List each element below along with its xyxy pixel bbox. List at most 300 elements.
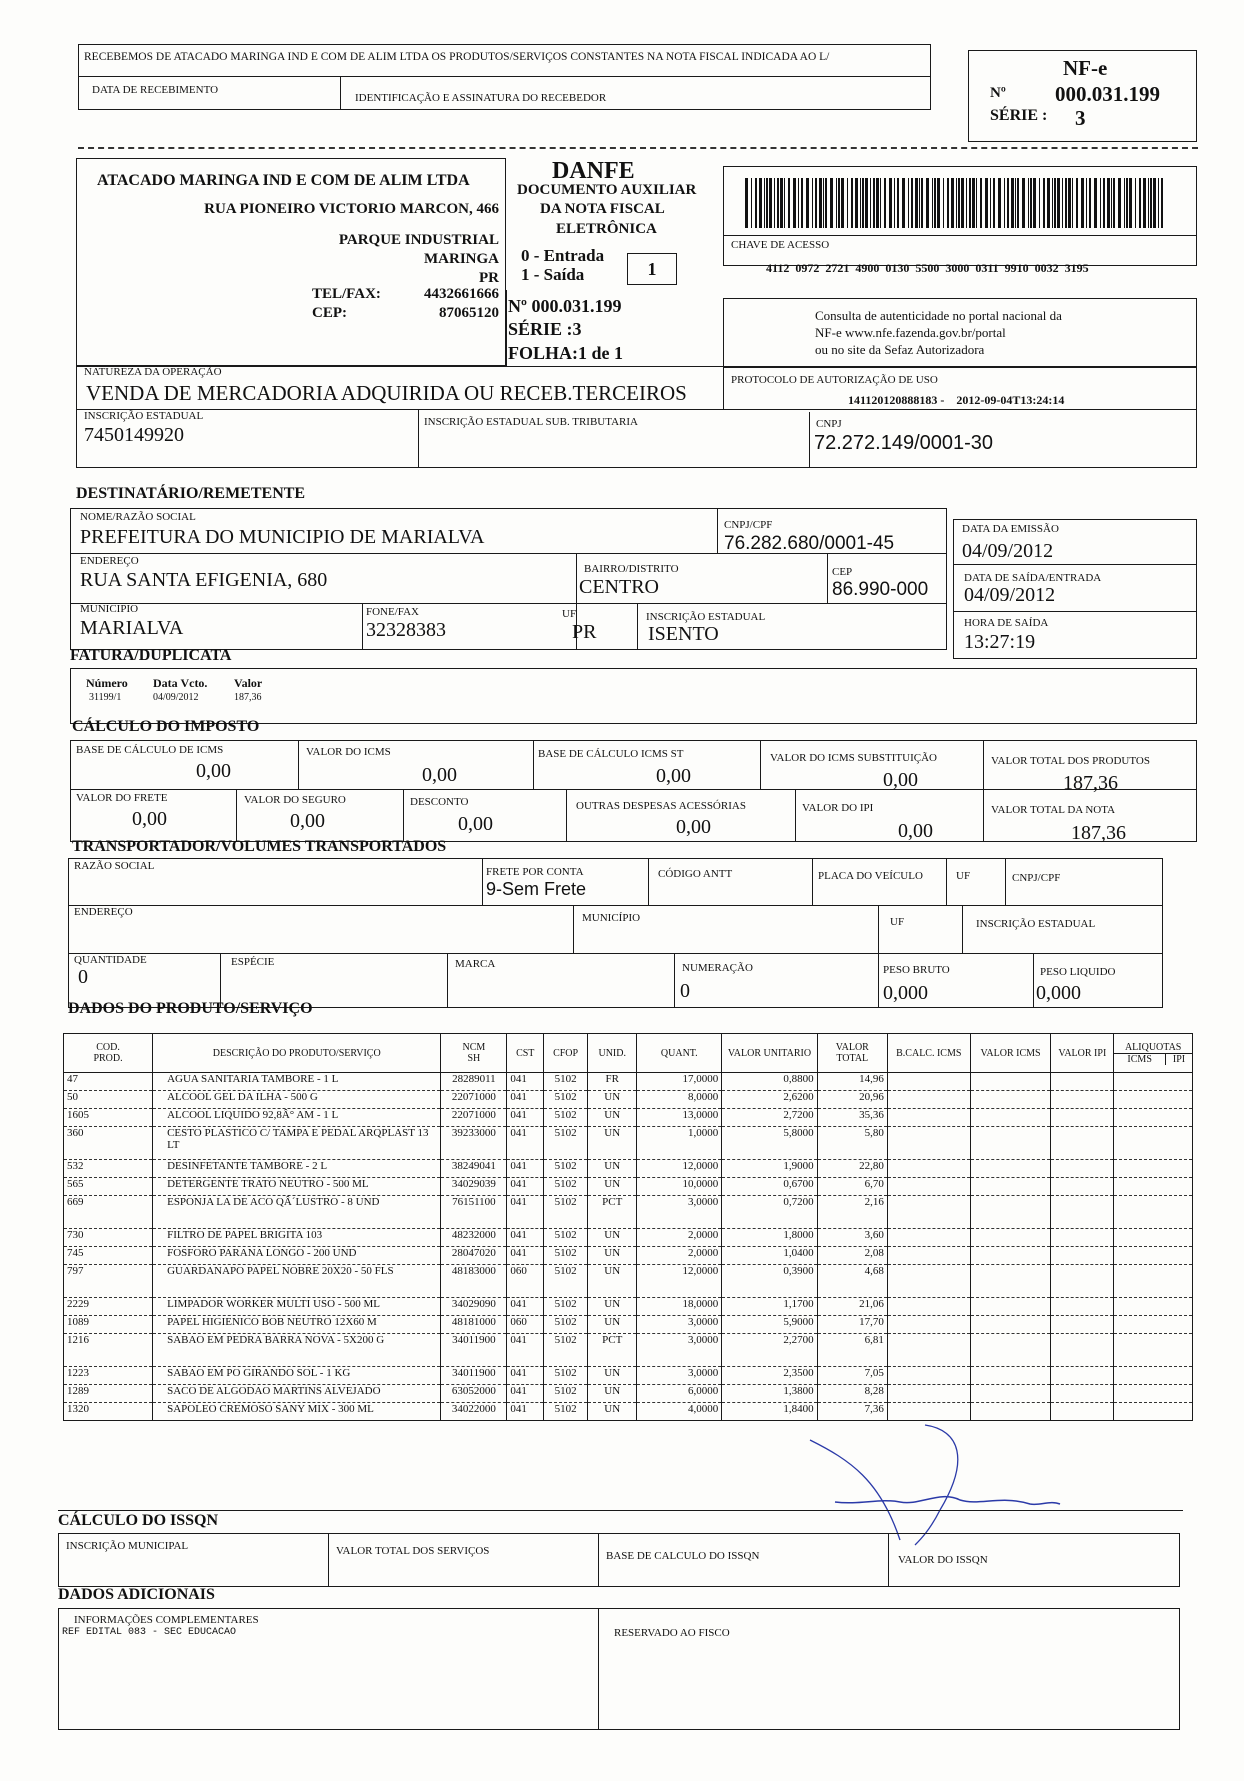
cell-qty: 12,0000 bbox=[637, 1265, 722, 1298]
cell-qty: 2,0000 bbox=[637, 1247, 722, 1265]
cell-cod: 1605 bbox=[64, 1109, 153, 1127]
divider bbox=[888, 1533, 889, 1587]
divider bbox=[1033, 954, 1034, 1008]
cell-bcalc bbox=[887, 1196, 970, 1229]
barcode-bar bbox=[889, 178, 892, 228]
cell-qty: 10,0000 bbox=[637, 1178, 722, 1196]
peso-liq-value: 0,000 bbox=[1036, 982, 1081, 1004]
barcode-bar bbox=[990, 178, 991, 228]
cell-unit: 2,2700 bbox=[722, 1334, 817, 1367]
cell-total: 17,70 bbox=[817, 1316, 887, 1334]
cell-cod: 730 bbox=[64, 1229, 153, 1247]
cell-unit: 1,3800 bbox=[722, 1385, 817, 1403]
cell-vicms bbox=[970, 1073, 1051, 1091]
cell-desc: ALCOOL GEL DA ILHA - 500 G bbox=[153, 1091, 441, 1109]
barcode-bar bbox=[1107, 178, 1110, 228]
cell-cst: 041 bbox=[507, 1109, 544, 1127]
col-ncm bbox=[441, 1034, 507, 1073]
barcode-bar bbox=[934, 178, 936, 228]
consulta-text: NF-e www.nfe.fazenda.gov.br/portal bbox=[815, 325, 1006, 340]
divider bbox=[953, 564, 1197, 565]
divider bbox=[403, 790, 404, 842]
cell-unid: UN bbox=[588, 1403, 637, 1421]
products-table bbox=[63, 1033, 1193, 1421]
cell-vicms bbox=[970, 1229, 1051, 1247]
info-complementares-label: INFORMAÇÕES COMPLEMENTARES bbox=[74, 1614, 259, 1626]
barcode-bar bbox=[780, 178, 783, 228]
natureza-value: VENDA DE MERCADORIA ADQUIRIDA OU RECEB.TERCEIROS bbox=[86, 381, 687, 405]
cell-ncm: 48232000 bbox=[441, 1229, 507, 1247]
dest-uf-label: UF bbox=[562, 608, 577, 620]
barcode-bar bbox=[884, 178, 886, 228]
cell-bcalc bbox=[887, 1160, 970, 1178]
divider bbox=[717, 508, 718, 554]
divider bbox=[946, 858, 947, 906]
divider bbox=[78, 76, 931, 77]
peso-liq-label: PESO LIQUIDO bbox=[1040, 966, 1116, 978]
cell-unit: 0,8800 bbox=[722, 1073, 817, 1091]
cell-cod: 669 bbox=[64, 1196, 153, 1229]
barcode-bar bbox=[801, 178, 803, 228]
barcode-bar bbox=[745, 178, 748, 228]
issqn-valor-label: VALOR DO ISSQN bbox=[898, 1554, 988, 1566]
transp-cnpj-label: CNPJ/CPF bbox=[1012, 872, 1061, 884]
dest-cep-label: CEP bbox=[832, 566, 853, 578]
valor-icms-label: VALOR DO ICMS bbox=[306, 746, 391, 758]
transp-endereco-label: ENDEREÇO bbox=[74, 906, 133, 918]
cell-total: 6,81 bbox=[817, 1334, 887, 1367]
cell-desc: CESTO PLASTICO C/ TAMPA E PEDAL ARQPLAST 13 LT bbox=[153, 1127, 441, 1160]
cnpj-label: CNPJ bbox=[816, 418, 842, 430]
barcode-bar bbox=[806, 178, 809, 228]
barcode-bar bbox=[915, 178, 918, 228]
cell-cfop: 5102 bbox=[544, 1247, 588, 1265]
cell-qty: 3,0000 bbox=[637, 1334, 722, 1367]
barcode-bar bbox=[1015, 178, 1016, 228]
barcode-bar bbox=[830, 178, 833, 228]
qtd-label: QUANTIDADE bbox=[74, 954, 147, 966]
fatura-valor: 187,36 bbox=[234, 692, 262, 703]
divider bbox=[70, 789, 1197, 790]
barcode-bar bbox=[1028, 178, 1029, 228]
barcode-bar bbox=[1039, 178, 1040, 228]
barcode-bar bbox=[998, 178, 1001, 228]
cell-vicms bbox=[970, 1367, 1051, 1385]
cell-vicms bbox=[970, 1265, 1051, 1298]
divider bbox=[648, 858, 649, 906]
barcode-bar bbox=[961, 178, 964, 228]
divider bbox=[58, 1510, 1183, 1511]
cell-ncm: 63052000 bbox=[441, 1385, 507, 1403]
barcode-bar bbox=[894, 178, 895, 228]
cell-aliq bbox=[1114, 1229, 1193, 1247]
ie-label: INSCRIÇÃO ESTADUAL bbox=[84, 410, 204, 422]
barcode-bar bbox=[1081, 178, 1084, 228]
outras-value: 0,00 bbox=[676, 816, 711, 838]
barcode-bar bbox=[1094, 178, 1097, 228]
cell-total: 2,16 bbox=[817, 1196, 887, 1229]
barcode-bar bbox=[880, 178, 881, 228]
col-bcalc: B.CALC. ICMS bbox=[887, 1034, 970, 1073]
saida-label: DATA DE SAÍDA/ENTRADA bbox=[964, 572, 1102, 584]
cell-bcalc bbox=[887, 1403, 970, 1421]
base-icms-value: 0,00 bbox=[196, 760, 231, 782]
divider bbox=[76, 409, 1197, 410]
cell-qty: 13,0000 bbox=[637, 1109, 722, 1127]
fatura-section-title: FATURA/DUPLICATA bbox=[70, 647, 232, 664]
total-nota-label: VALOR TOTAL DA NOTA bbox=[991, 804, 1116, 816]
col-aliquotas bbox=[1114, 1034, 1193, 1073]
col-aliq-ipi: IPI bbox=[1172, 1053, 1186, 1065]
barcode-bar bbox=[943, 178, 944, 228]
cell-cod: 1089 bbox=[64, 1316, 153, 1334]
cell-ncm: 76151100 bbox=[441, 1196, 507, 1229]
cell-aliq bbox=[1114, 1196, 1193, 1229]
barcode-bar bbox=[1143, 178, 1146, 228]
barcode-bar bbox=[902, 178, 905, 228]
cell-vicms bbox=[970, 1247, 1051, 1265]
barcode-bar bbox=[784, 178, 785, 228]
cell-aliq bbox=[1114, 1109, 1193, 1127]
cell-total: 3,60 bbox=[817, 1229, 887, 1247]
barcode-bar bbox=[1011, 178, 1014, 228]
cell-aliq bbox=[1114, 1298, 1193, 1316]
barcode-bar bbox=[755, 178, 757, 228]
divider bbox=[482, 858, 483, 906]
cell-vicms bbox=[970, 1160, 1051, 1178]
dest-bairro: CENTRO bbox=[579, 576, 659, 598]
cell-unid: UN bbox=[588, 1367, 637, 1385]
divider bbox=[878, 906, 879, 954]
cell-cod: 1320 bbox=[64, 1403, 153, 1421]
cell-unit: 0,7200 bbox=[722, 1196, 817, 1229]
destinatario-section-title: DESTINATÁRIO/REMETENTE bbox=[76, 485, 306, 502]
numeracao-label: NUMERAÇÃO bbox=[682, 962, 753, 974]
col-desc: DESCRIÇÃO DO PRODUTO/SERVIÇO bbox=[153, 1034, 441, 1073]
cell-ncm: 39233000 bbox=[441, 1127, 507, 1160]
barcode-bar bbox=[1054, 178, 1056, 228]
table-row bbox=[64, 1073, 1193, 1091]
cell-vipi bbox=[1051, 1091, 1114, 1109]
cell-qty: 1,0000 bbox=[637, 1127, 722, 1160]
cell-desc: SAPOLEO CREMOSO SANY MIX - 300 ML bbox=[153, 1403, 441, 1421]
barcode-bar bbox=[855, 178, 858, 228]
issqn-section-title: CÁLCULO DO ISSQN bbox=[58, 1512, 219, 1529]
emitente-city: MARINGA bbox=[424, 251, 499, 267]
cell-cod: 1223 bbox=[64, 1367, 153, 1385]
ipi-value: 0,00 bbox=[898, 820, 933, 842]
base-st-value: 0,00 bbox=[656, 765, 691, 787]
cell-qty: 12,0000 bbox=[637, 1160, 722, 1178]
barcode-bar bbox=[764, 178, 765, 228]
issqn-base-label: BASE DE CALCULO DO ISSQN bbox=[606, 1550, 760, 1562]
barcode-bar bbox=[1007, 178, 1009, 228]
cell-unit: 1,9000 bbox=[722, 1160, 817, 1178]
cell-cst: 041 bbox=[507, 1091, 544, 1109]
cell-bcalc bbox=[887, 1385, 970, 1403]
divider bbox=[328, 1533, 329, 1587]
cell-cst: 060 bbox=[507, 1265, 544, 1298]
peso-bruto-value: 0,000 bbox=[883, 982, 928, 1004]
qtd-value: 0 bbox=[78, 966, 88, 988]
table-row bbox=[64, 1265, 1193, 1298]
dest-name-label: NOME/RAZÃO SOCIAL bbox=[80, 511, 196, 523]
chave-value: 4112 0972 2721 4900 0130 5500 3000 0311 9910 0032 3195 bbox=[766, 261, 1089, 275]
dest-ie-label: INSCRIÇÃO ESTADUAL bbox=[646, 611, 766, 623]
barcode-bar bbox=[1135, 178, 1136, 228]
saida-option: 1 - Saída bbox=[521, 265, 585, 284]
cell-unid: PCT bbox=[588, 1196, 637, 1229]
cell-bcalc bbox=[887, 1298, 970, 1316]
cell-vicms bbox=[970, 1385, 1051, 1403]
cell-unit: 2,3500 bbox=[722, 1367, 817, 1385]
barcode-bar bbox=[1057, 178, 1060, 228]
products-table-header bbox=[64, 1034, 1193, 1073]
col-qty: QUANT. bbox=[637, 1034, 722, 1073]
cell-bcalc bbox=[887, 1229, 970, 1247]
cell-cod: 1216 bbox=[64, 1334, 153, 1367]
cell-desc: LIMPADOR WORKER MULTI USO - 500 ML bbox=[153, 1298, 441, 1316]
divider bbox=[878, 954, 879, 1008]
divider bbox=[953, 611, 1197, 612]
info-complementares-text: REF EDITAL 083 - SEC EDUCACAO bbox=[62, 1627, 237, 1638]
cell-ncm: 28289011 bbox=[441, 1073, 507, 1091]
table-row bbox=[64, 1160, 1193, 1178]
cell-cfop: 5102 bbox=[544, 1091, 588, 1109]
cell-aliq bbox=[1114, 1403, 1193, 1421]
cell-vicms bbox=[970, 1127, 1051, 1160]
barcode-bar bbox=[993, 178, 995, 228]
table-row bbox=[64, 1229, 1193, 1247]
fatura-numero: 31199/1 bbox=[89, 692, 122, 703]
cell-vicms bbox=[970, 1403, 1051, 1421]
barcode-bar bbox=[798, 178, 799, 228]
cell-vicms bbox=[970, 1178, 1051, 1196]
divider bbox=[573, 906, 574, 954]
cell-cod: 50 bbox=[64, 1091, 153, 1109]
emitente-phone: 4432661666 bbox=[424, 286, 499, 302]
cell-unid: UN bbox=[588, 1229, 637, 1247]
cell-qty: 2,0000 bbox=[637, 1229, 722, 1247]
cell-cst: 041 bbox=[507, 1403, 544, 1421]
imposto-section-title: CÁLCULO DO IMPOSTO bbox=[72, 718, 260, 735]
cell-ncm: 34011900 bbox=[441, 1367, 507, 1385]
cell-desc: AGUA SANITARIA TAMBORE - 1 L bbox=[153, 1073, 441, 1091]
barcode-bar bbox=[1076, 178, 1078, 228]
dest-address: RUA SANTA EFIGENIA, 680 bbox=[80, 569, 328, 591]
cell-cfop: 5102 bbox=[544, 1073, 588, 1091]
protocolo-label: PROTOCOLO DE AUTORIZAÇÃO DE USO bbox=[731, 374, 938, 386]
barcode-bar bbox=[1111, 178, 1112, 228]
date-received-field[interactable] bbox=[80, 96, 338, 108]
cell-vipi bbox=[1051, 1196, 1114, 1229]
table-row bbox=[64, 1403, 1193, 1421]
transp-uf-label: UF bbox=[956, 870, 971, 882]
cell-ncm: 34029090 bbox=[441, 1298, 507, 1316]
danfe-folha: FOLHA:1 de 1 bbox=[508, 343, 623, 363]
cell-qty: 3,0000 bbox=[637, 1316, 722, 1334]
cell-aliq bbox=[1114, 1091, 1193, 1109]
cell-cod: 360 bbox=[64, 1127, 153, 1160]
cell-cfop: 5102 bbox=[544, 1178, 588, 1196]
cell-qty: 4,0000 bbox=[637, 1403, 722, 1421]
cell-cst: 041 bbox=[507, 1178, 544, 1196]
transportador-box bbox=[68, 858, 1163, 1008]
cell-aliq bbox=[1114, 1247, 1193, 1265]
table-row bbox=[64, 1178, 1193, 1196]
cell-vipi bbox=[1051, 1403, 1114, 1421]
barcode-bar bbox=[1129, 178, 1132, 228]
cell-total: 7,05 bbox=[817, 1367, 887, 1385]
cell-bcalc bbox=[887, 1109, 970, 1127]
barcode-bar bbox=[1148, 178, 1149, 228]
divider bbox=[723, 235, 1197, 236]
barcode-bar bbox=[919, 178, 920, 228]
cell-qty: 3,0000 bbox=[637, 1367, 722, 1385]
cell-cod: 565 bbox=[64, 1178, 153, 1196]
cell-desc: SABAO EM PEDRA BARRA NOVA - 5X200 G bbox=[153, 1334, 441, 1367]
barcode-bar bbox=[937, 178, 940, 228]
cell-cfop: 5102 bbox=[544, 1265, 588, 1298]
cell-desc: PAPEL HIGIENICO BOB NEUTRO 12X60 M bbox=[153, 1316, 441, 1334]
barcode-bar bbox=[819, 178, 822, 228]
cell-total: 2,08 bbox=[817, 1247, 887, 1265]
danfe-subtitle: ELETRÔNICA bbox=[556, 221, 657, 237]
cell-desc: SACO DE ALGODAO MARTINS ALVEJADO bbox=[153, 1385, 441, 1403]
cell-vicms bbox=[970, 1109, 1051, 1127]
barcode-bar bbox=[1139, 178, 1141, 228]
cell-unid: UN bbox=[588, 1298, 637, 1316]
issqn-servicos-label: VALOR TOTAL DOS SERVIÇOS bbox=[336, 1545, 490, 1557]
col-unid: UNID. bbox=[588, 1034, 637, 1073]
signature-field[interactable] bbox=[342, 100, 928, 108]
barcode-bar bbox=[976, 178, 977, 228]
products-table-body bbox=[64, 1073, 1193, 1421]
divider bbox=[236, 790, 237, 842]
barcode-bar bbox=[759, 178, 762, 228]
cell-vipi bbox=[1051, 1109, 1114, 1127]
cell-ncm: 34029039 bbox=[441, 1178, 507, 1196]
transp-ie-label: INSCRIÇÃO ESTADUAL bbox=[976, 918, 1096, 930]
cell-unid: PCT bbox=[588, 1334, 637, 1367]
cell-vicms bbox=[970, 1091, 1051, 1109]
aliquotas-subheaders bbox=[1114, 1054, 1192, 1065]
cell-unid: FR bbox=[588, 1073, 637, 1091]
cell-cst: 041 bbox=[507, 1334, 544, 1367]
col-ncm-label: NCM bbox=[462, 1042, 486, 1053]
barcode-bar bbox=[1124, 178, 1125, 228]
barcode-bar bbox=[847, 178, 848, 228]
valor-icms-value: 0,00 bbox=[422, 764, 457, 786]
barcode-bar bbox=[926, 178, 929, 228]
natureza-label: NATUREZA DA OPERAÇÃO bbox=[84, 366, 222, 378]
table-row bbox=[64, 1334, 1193, 1367]
barcode-bar bbox=[1004, 178, 1005, 228]
barcode-bar bbox=[969, 178, 971, 228]
base-st-label: BASE DE CÁLCULO ICMS ST bbox=[538, 748, 684, 760]
cell-cfop: 5102 bbox=[544, 1160, 588, 1178]
barcode-bar bbox=[1022, 178, 1025, 228]
cell-unit: 1,8400 bbox=[722, 1403, 817, 1421]
cell-aliq bbox=[1114, 1385, 1193, 1403]
cell-cfop: 5102 bbox=[544, 1367, 588, 1385]
cell-qty: 8,0000 bbox=[637, 1091, 722, 1109]
barcode-bar bbox=[1126, 178, 1128, 228]
barcode-bar bbox=[947, 178, 949, 228]
barcode-bar bbox=[956, 178, 957, 228]
divider bbox=[533, 740, 534, 790]
cell-vipi bbox=[1051, 1334, 1114, 1367]
cell-bcalc bbox=[887, 1265, 970, 1298]
cell-bcalc bbox=[887, 1127, 970, 1160]
table-row bbox=[64, 1316, 1193, 1334]
cell-qty: 3,0000 bbox=[637, 1196, 722, 1229]
cell-cst: 041 bbox=[507, 1073, 544, 1091]
cell-aliq bbox=[1114, 1178, 1193, 1196]
hora-saida: 13:27:19 bbox=[964, 631, 1036, 653]
barcode-bar bbox=[841, 178, 844, 228]
receipt-text: RECEBEMOS DE ATACADO MARINGA IND E COM DE ALIM LTDA OS PRODUTOS/SERVIÇOS CONSTANTES NA NOTA FISCAL INDICADA AO L/ bbox=[84, 51, 830, 63]
cell-aliq bbox=[1114, 1334, 1193, 1367]
dest-ie: ISENTO bbox=[648, 623, 719, 645]
cell-ncm: 28047020 bbox=[441, 1247, 507, 1265]
cell-cst: 060 bbox=[507, 1316, 544, 1334]
divider bbox=[812, 858, 813, 906]
signature-label: IDENTIFICAÇÃO E ASSINATURA DO RECEBEDOR bbox=[355, 92, 607, 104]
cell-vipi bbox=[1051, 1178, 1114, 1196]
saida-date: 04/09/2012 bbox=[964, 584, 1056, 606]
divider bbox=[674, 954, 675, 1008]
frete-label: VALOR DO FRETE bbox=[76, 792, 168, 804]
barcode-bar bbox=[1113, 178, 1115, 228]
cell-unit: 1,8000 bbox=[722, 1229, 817, 1247]
cell-desc: ALCOOL LIQUIDO 92,8Â° AM - 1 L bbox=[153, 1109, 441, 1127]
cell-unit: 0,6700 bbox=[722, 1178, 817, 1196]
barcode-bar bbox=[1118, 178, 1121, 228]
col-cst: CST bbox=[507, 1034, 544, 1073]
barcode-bar bbox=[1089, 178, 1091, 228]
cell-cst: 041 bbox=[507, 1196, 544, 1229]
barcode-bar bbox=[1065, 178, 1067, 228]
dest-cnpj-label: CNPJ/CPF bbox=[724, 519, 773, 531]
nfe-number: 000.031.199 bbox=[1055, 82, 1160, 106]
barcode-bar bbox=[921, 178, 923, 228]
cell-total: 4,68 bbox=[817, 1265, 887, 1298]
cell-ncm: 38249041 bbox=[441, 1160, 507, 1178]
peso-bruto-label: PESO BRUTO bbox=[883, 964, 950, 976]
cell-unit: 5,8000 bbox=[722, 1127, 817, 1160]
cell-bcalc bbox=[887, 1334, 970, 1367]
seguro-value: 0,00 bbox=[290, 810, 325, 832]
cell-desc: FOSFORO PARANA LONGO - 200 UND bbox=[153, 1247, 441, 1265]
barcode-bar bbox=[1033, 178, 1036, 228]
cell-bcalc bbox=[887, 1367, 970, 1385]
divider bbox=[362, 604, 363, 650]
divider bbox=[298, 740, 299, 790]
cell-ncm: 22071000 bbox=[441, 1109, 507, 1127]
col-cfop: CFOP bbox=[544, 1034, 588, 1073]
nfe-serie: 3 bbox=[1075, 106, 1086, 130]
dest-cep: 86.990-000 bbox=[832, 579, 929, 600]
barcode-bar bbox=[865, 178, 868, 228]
barcode-bar bbox=[812, 178, 813, 228]
barcode-bar bbox=[1072, 178, 1073, 228]
cell-vicms bbox=[970, 1298, 1051, 1316]
cell-vipi bbox=[1051, 1073, 1114, 1091]
col-vipi: VALOR IPI bbox=[1051, 1034, 1114, 1073]
emissao-label: DATA DA EMISSÃO bbox=[962, 523, 1059, 535]
transp-municipio-label: MUNICÍPIO bbox=[582, 912, 641, 924]
